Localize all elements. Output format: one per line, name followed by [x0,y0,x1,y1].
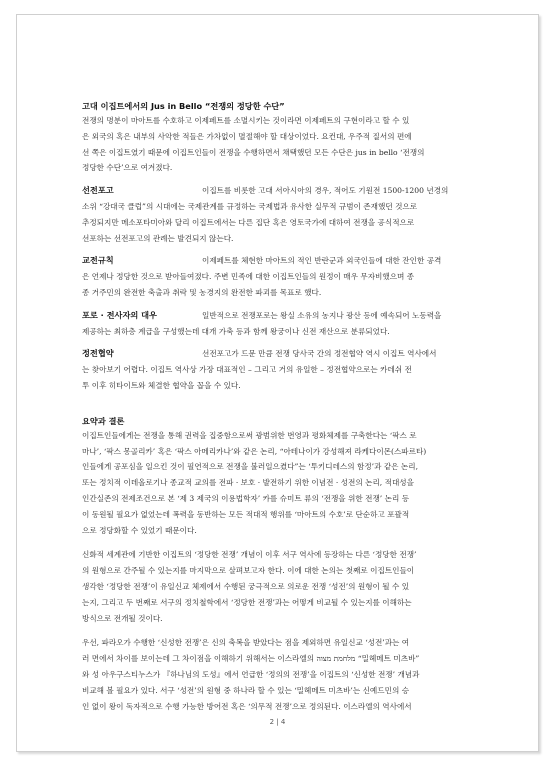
paragraph-line: 비교해 볼 필요가 있다. 서구 ‘성전’의 원형 중 하나라 할 수 있는 ‘밀헤메트 미츠바’는 신예드민의 승 [82,685,410,695]
paragraph-line: 또는 정치적 이데올로기나 종교적 교의를 전파 · 보호 · 발전하기 위한 이념전 · 성전의 논리, 적대성을 [82,478,414,488]
term-label: 포로 · 전사자의 대우 [82,309,157,320]
paragraph-line: 이집트인들에게는 전쟁을 통해 권력을 집중함으로써 광범위한 번영과 평화체제를 구축한다는 ‘팍스 로 [82,430,417,440]
paragraph-line: 은 외국의 혹은 내부의 사악한 적들은 가차없이 멸절해야 할 대상이었다. 요컨대, 우주적 질서의 편에 [82,131,412,141]
paragraph-line: 선포하는 선전포고의 관례는 발견되지 않는다. [82,233,234,243]
paragraph-line: 우선, 파라오가 수행한 ‘신성한 전쟁’은 신의 축복을 받았다는 점을 제외하면 유일신교 ‘성전’과는 여 [82,638,410,648]
paragraph-line: 선전포고가 드문 만큼 전쟁 당사국 간의 정전협약 역시 이집트 역사에서 [202,349,437,359]
paragraph-line: 이 동원될 필요가 없었는데 폭력을 동반하는 모든 적대적 행위를 ‘마아트의 수호’로 단순하고 포괄적 [82,509,410,519]
document-page [16,14,539,752]
paragraph-line: 이집트를 비롯한 고대 서아시아의 경우, 적어도 기원전 1500-1200 년경의 [202,186,449,196]
paragraph-line: 마나’, ‘팍스 몽골리카’ 혹은 ‘팍스 아메리카나’와 같은 논리, “아테나이가 강성해져 라케다이몬(스파르타) [82,446,427,456]
section-rules-of-engagement [82,253,500,300]
paragraph-line: 투 이후 히타이트와 체결한 협약을 꼽을 수 있다. [82,380,241,390]
paragraph-line: 종 거주민의 완전한 축출과 취락 및 농경지의 완전한 파괴를 목표로 했다. [82,287,322,297]
document-body [82,99,500,714]
paragraph-line: 러 면에서 차이를 보이는데 그 차이점을 이해하기 위해서는 이스라엘의 מלחמת מצוה “밀헤메트 미츠바” [82,654,420,664]
section-armistice [82,346,500,393]
section-summary [82,414,500,715]
term-label: 선전포고 [82,185,114,196]
term-label: 교전규칙 [82,255,114,266]
paragraph-line: 생각한 ‘정당한 전쟁’이 유일신교 체제에서 수행된 궁극적으로 의로운 전쟁 ‘성전’의 원형이 될 수 있 [82,581,410,591]
paragraph-line: 정당한 수단’으로 여겨졌다. [82,163,173,173]
paragraph-line: 선 쪽은 이집트였기 때문에 이집트인들이 전쟁을 수행하면서 채택했던 모든 수단은 jus in bello ‘전쟁의 [82,147,425,157]
section-declaration-of-war [82,183,500,246]
paragraph-line: 소위 “강대국 클럽”의 시대에는 국제관계를 규정하는 국제법과 유사한 실무적 규범이 존재했던 것으로 [82,201,418,211]
paragraph-line: 인들에게 공포심을 일으킨 것이 필연적으로 전쟁을 불러일으켰다”는 ‘투키디데스의 함정’과 같은 논리, [82,462,419,472]
page-number: 2 | 4 [269,718,286,726]
paragraph-line: 의 원형으로 간주될 수 있는지를 마지막으로 살펴보고자 한다. 이에 대한 논의는 첫째로 이집트인들이 [82,566,415,576]
section-heading: 요약과 결론 [82,415,125,426]
section-heading: 고대 이집트에서의 Jus in Bello “전쟁의 정당한 수단” [82,101,285,111]
paragraph-line: 인 없이 왕이 독자적으로 수행 가능한 방어전 혹은 ‘의무적 전쟁’으로 정의된다. 이스라엘의 역사에서 [82,701,412,711]
paragraph-line: 으로 정당화할 수 있었기 때문이다. [82,525,197,535]
paragraph-line: 이제페트를 체현한 마아트의 적인 반란군과 외국인들에 대한 잔인한 공격 [202,256,442,266]
paragraph-line: 신화적 세계관에 기반한 이집트의 ‘정당한 전쟁’ 개념이 이후 서구 역사에 등장하는 다른 ‘정당한 전쟁’ [82,550,417,560]
paragraph-line: 제공하는 최하층 계급을 구성했는데 대개 가축 등과 함께 왕궁이나 신전 재산으로 분류되었다. [82,326,390,336]
paragraph-line: 는 찾아보기 어렵다. 이집트 역사상 가장 대표적인 – 그리고 거의 유일한 – 정전협약으로는 카데쉬 전 [82,365,412,375]
paragraph-line: 일반적으로 전쟁포로는 왕실 소유의 농지나 광산 등에 예속되어 노동력을 [202,310,442,320]
paragraph-line: 은 언제나 정당한 것으로 받아들여졌다. 주변 민족에 대한 이집트인들의 원정이 매우 무자비했으며 종 [82,272,415,282]
paragraph-line: 와 성 아우구스티누스가 『하나님의 도성』에서 언급한 ‘정의의 전쟁’을 이집트의 ‘신성한 전쟁’ 개념과 [82,669,420,679]
paragraph-line: 방식으로 전개될 것이다. [82,613,163,623]
section-prisoners [82,308,500,340]
section-jus-in-bello [82,99,500,176]
paragraph-line: 인간실존의 전제조건으로 본 ‘제 3 제국의 이용법학자’ 카를 슈미트 류의 ‘전쟁을 위한 전쟁’ 논리 등 [82,493,410,503]
term-label: 정전협약 [82,348,114,359]
paragraph-line: 추정되지만 메소포타미아와 달리 이집트에서는 다른 집단 혹은 영토국가에 대하여 전쟁을 공식적으로 [82,217,415,227]
paragraph-line: 전쟁의 명분이 마아트를 수호하고 이제페트를 소멸시키는 것이라면 이제페트의 구현이라고 할 수 있 [82,116,410,125]
paragraph-line: 는지, 그리고 두 번째로 서구의 정치철학에서 ‘정당한 전쟁’과는 어떻게 비교될 수 있는지를 이해하는 [82,597,412,607]
